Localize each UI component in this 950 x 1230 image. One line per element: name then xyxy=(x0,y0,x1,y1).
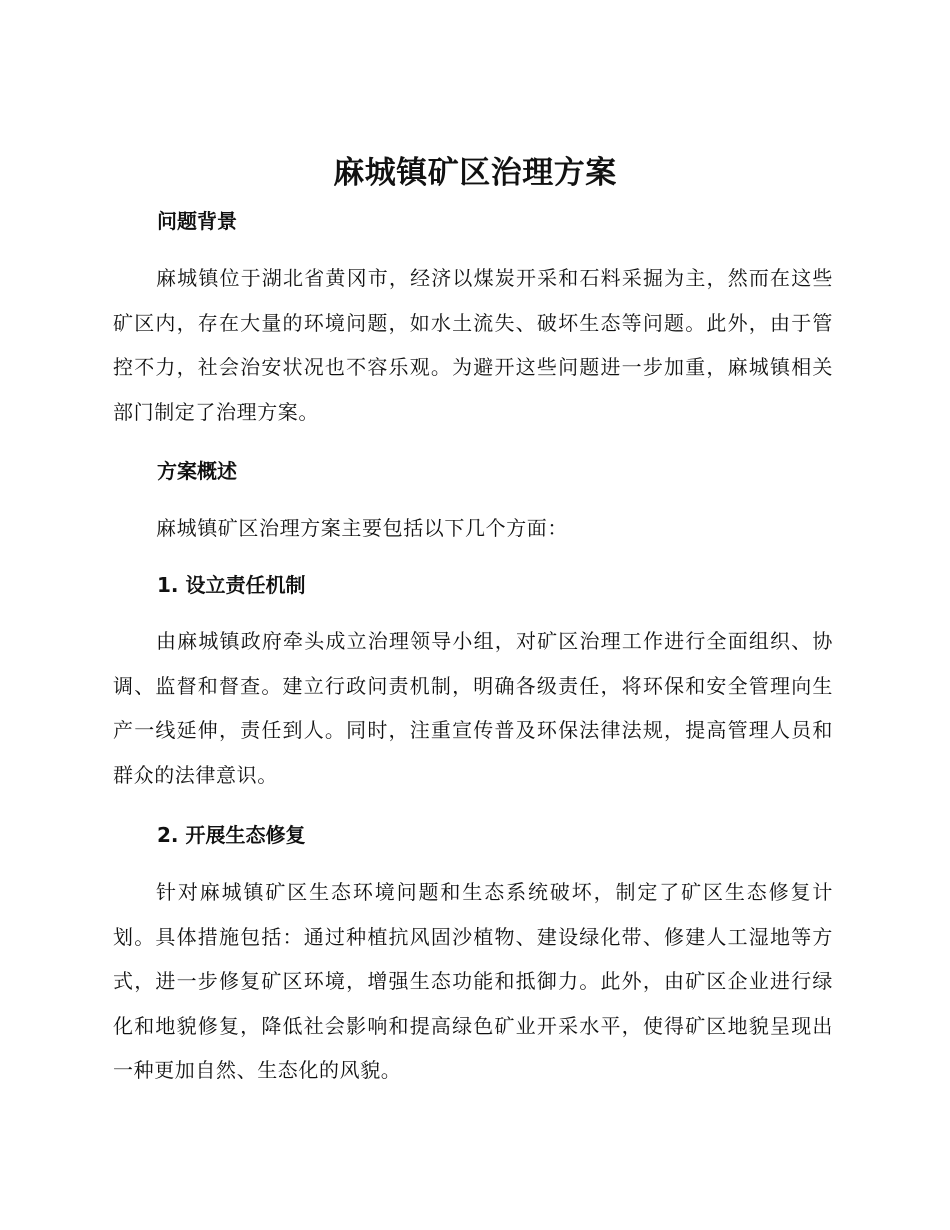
section-heading-ecological-restoration: 2. 开展生态修复 xyxy=(157,823,306,847)
section-heading-overview: 方案概述 xyxy=(157,459,237,483)
section-paragraph-background: 麻城镇位于湖北省黄冈市，经济以煤炭开采和石料采掘为主，然而在这些矿区内，存在大量的环境问题，如水土流失、破坏生态等问题。此外，由于管控不力，社会治安状况也不容乐观。为避开这些问题进一步加重，麻城镇相关部门制定了治理方案。 xyxy=(113,266,833,424)
document-title: 麻城镇矿区治理方案 xyxy=(333,155,617,191)
section-paragraph-responsibility: 由麻城镇政府牵头成立治理领导小组，对矿区治理工作进行全面组织、协调、监督和督查。建立行政问责机制，明确各级责任，将环保和安全管理向生产一线延伸，责任到人。同时，注重宣传普及环保法律法规，提高管理人员和群众的法律意识。 xyxy=(113,629,833,787)
section-heading-background: 问题背景 xyxy=(157,209,237,233)
section-paragraph-overview: 麻城镇矿区治理方案主要包括以下几个方面： xyxy=(156,516,568,540)
section-heading-responsibility: 1. 设立责任机制 xyxy=(157,573,306,597)
section-paragraph-ecological-restoration: 针对麻城镇矿区生态环境问题和生态系统破坏，制定了矿区生态修复计划。具体措施包括：通过种植抗风固沙植物、建设绿化带、修建人工湿地等方式，进一步修复矿区环境，增强生态功能和抵御力。此外，由矿区企业进行绿化和地貌修复，降低社会影响和提高绿色矿业开采水平，使得矿区地貌呈现出一种更加自然、生态化的风貌。 xyxy=(113,880,833,1083)
